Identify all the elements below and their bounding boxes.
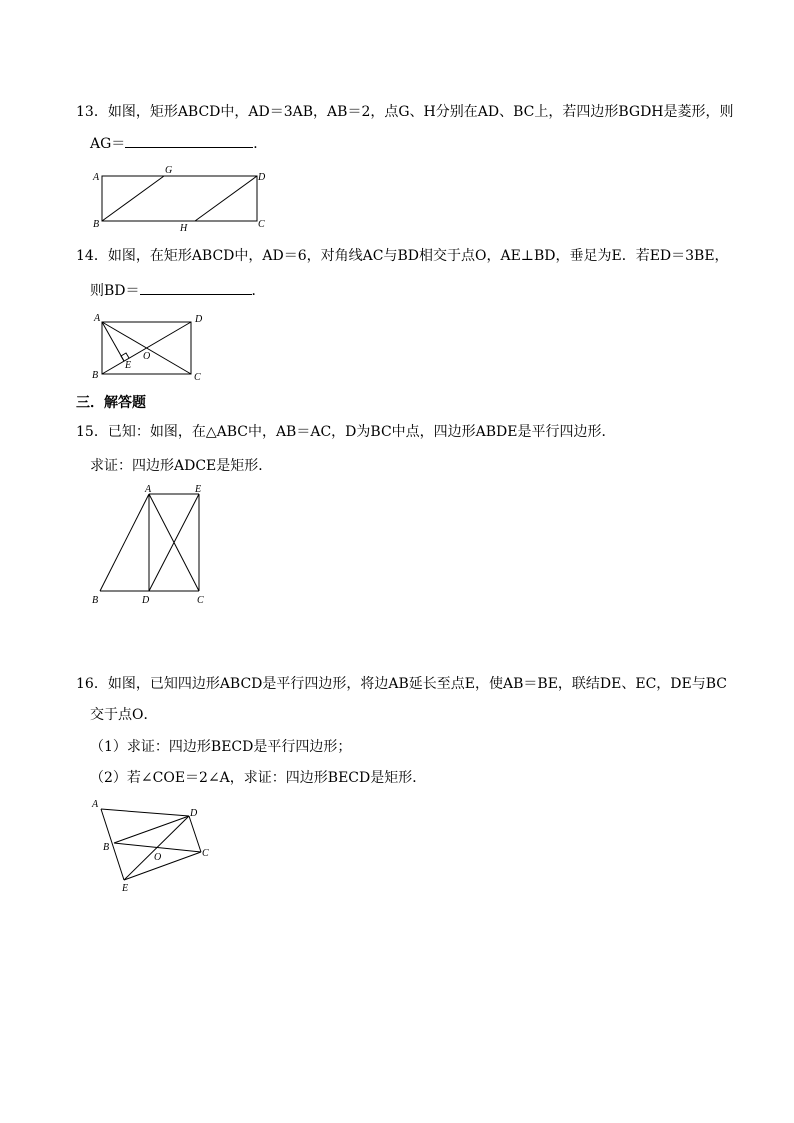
q16-segment-bd	[114, 816, 189, 843]
q15-label-c: C	[197, 595, 204, 606]
q16-text-line1: 16．如图，已知四边形ABCD是平行四边形，将边AB延长至点E，使AB＝BE，联结DE、EC，DE与BC	[76, 676, 728, 692]
q13-answer-prefix: AG＝	[90, 136, 126, 152]
q15-text-line2: 求证：四边形ADCE是矩形．	[90, 458, 273, 474]
q14-label-b: B	[92, 370, 99, 381]
q15-label-b: B	[92, 595, 99, 606]
q15-label-d: D	[142, 595, 150, 606]
q14-label-e: E	[125, 360, 132, 371]
q16-figure	[88, 796, 218, 894]
q15-label-a: A	[145, 484, 152, 495]
section-title-answer-questions: 三．解答题	[76, 395, 146, 411]
q16-label-b: B	[103, 842, 110, 853]
q14-answer-blank[interactable]	[140, 280, 252, 295]
q16-label-c: C	[202, 848, 209, 859]
q14-label-o: O	[143, 351, 151, 362]
q13-segment-bg	[102, 176, 164, 221]
q13-answer-suffix: ．	[253, 136, 268, 152]
q13-text-line2	[90, 133, 267, 154]
q14-figure	[88, 308, 218, 384]
q16-segment-dc	[189, 816, 201, 852]
q13-label-b: B	[93, 219, 100, 230]
q15-text-line1: 15．已知：如图，在△ABC中，AB＝AC，D为BC中点，四边形ABDE是平行四边形．	[76, 424, 616, 440]
q13-rectangle-abcd	[102, 176, 257, 221]
q14-text-line1: 14．如图，在矩形ABCD中，AD＝6，对角线AC与BD相交于点O，AE⊥BD，垂足为E．若ED＝3BE，	[76, 248, 729, 264]
q16-label-d: D	[190, 808, 198, 819]
q14-answer-prefix: 则BD＝	[90, 283, 140, 299]
q16-label-o: O	[154, 852, 162, 863]
q16-part2: （2）若∠COE＝2∠A，求证：四边形BECD是矩形．	[90, 770, 427, 786]
q13-text-line1: 13．如图，矩形ABCD中，AD＝3AB，AB＝2，点G、H分别在AD、BC上，若四边形BGDH是菱形，则	[76, 104, 734, 120]
q14-text-line2	[90, 280, 266, 301]
q13-segment-hd	[195, 176, 257, 221]
q16-segment-ed	[124, 816, 189, 880]
q14-label-c: C	[194, 372, 201, 383]
q15-figure	[86, 480, 218, 610]
q15-segment-ab	[100, 494, 149, 591]
q14-label-a: A	[94, 313, 101, 324]
q14-answer-suffix: ．	[251, 283, 266, 299]
q16-text-line2: 交于点O．	[90, 707, 158, 723]
q16-label-e: E	[122, 883, 129, 894]
q16-segment-ad	[101, 809, 189, 816]
q13-label-h: H	[180, 223, 188, 232]
q15-label-e: E	[195, 484, 202, 495]
q16-segment-ec	[124, 852, 201, 880]
q13-figure	[88, 160, 278, 232]
q13-label-c: C	[258, 219, 265, 230]
q13-answer-blank[interactable]	[125, 133, 253, 148]
q14-label-d: D	[195, 314, 203, 325]
q13-label-d: D	[258, 172, 266, 183]
q13-label-g: G	[165, 165, 173, 176]
q16-part1: （1）求证：四边形BECD是平行四边形；	[90, 739, 352, 755]
q16-label-a: A	[92, 799, 99, 810]
q13-label-a: A	[93, 172, 100, 183]
